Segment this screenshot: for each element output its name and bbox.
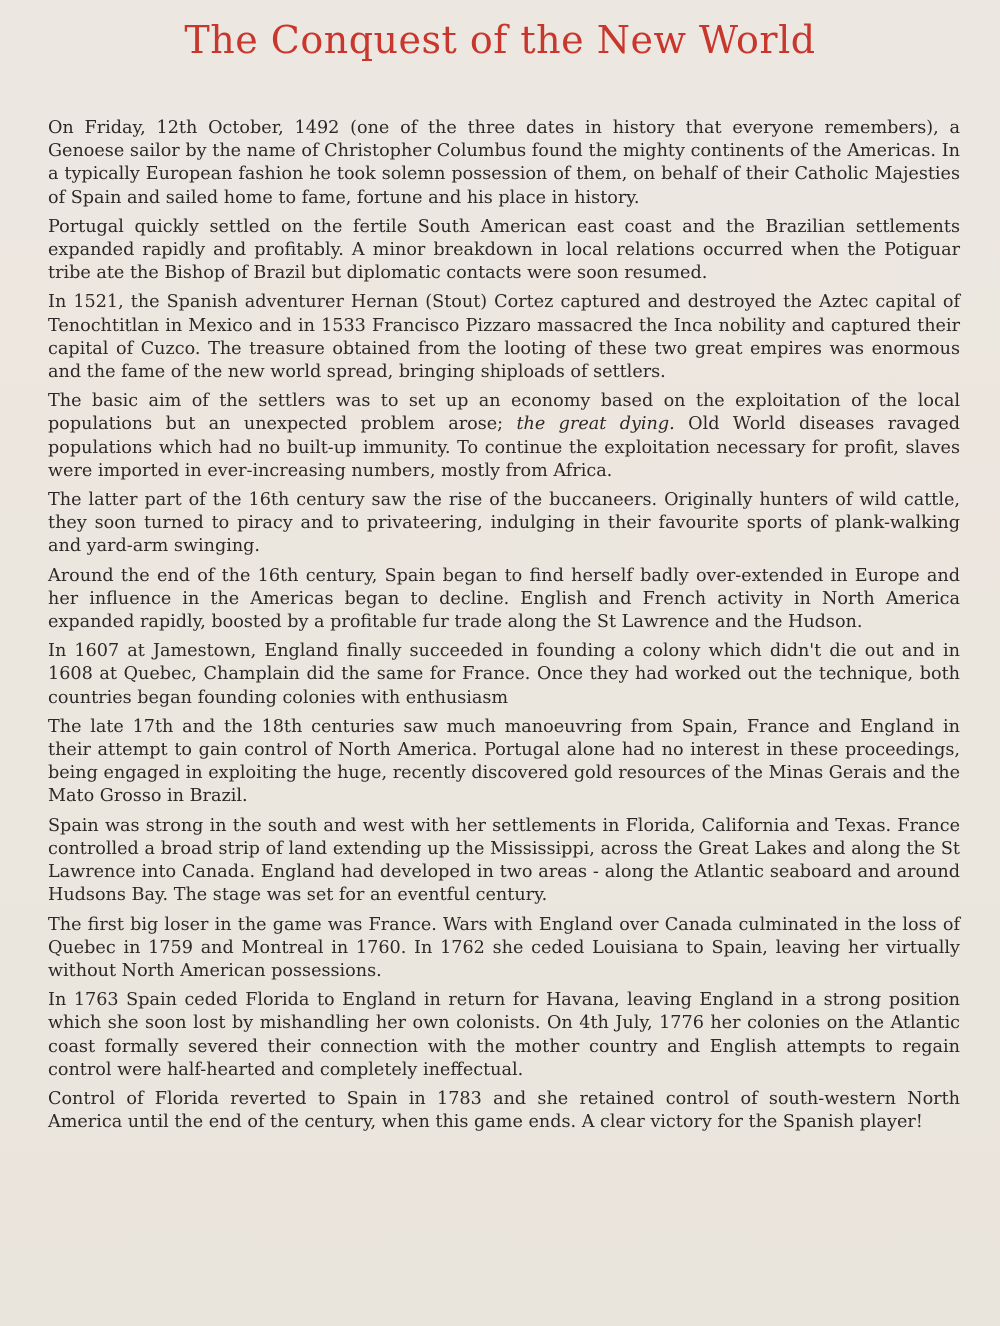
paragraph-11: In 1763 Spain ceded Florida to England in return for Havana, leaving England in a strong position which she soon lost by mishandling her own colonists. On 4th July, 1776 her colonies on the Atlantic coast formally severed their connection with the mother country and English attempts to regain control were half-hearted and completely ineffectual. bbox=[48, 990, 960, 1080]
paragraph-2: Portugal quickly settled on the fertile South American east coast and the Brazilian settlements expanded rapidly and profitably. A minor breakdown in local relations occurred when the Potiguar tribe ate the Bishop of Brazil but diplomatic contacts were soon resumed. bbox=[48, 216, 960, 284]
paragraph-4 bbox=[48, 390, 960, 483]
paragraph-10: The first big loser in the game was France. Wars with England over Canada culminated in the loss of Quebec in 1759 and Montreal in 1760. In 1762 she ceded Louisiana to Spain, leaving her virtually without North American possessions. bbox=[48, 914, 960, 981]
paragraph-4-emphasis: the great dying. bbox=[516, 414, 675, 435]
paragraph-1: On Friday, 12th October, 1492 (one of the three dates in history that everyone remembers), a Genoese sailor by the name of Christopher Columbus found the mighty continents of the Americas. In a typically European fashion he took solemn possession of them, on behalf of their Catholic Majesties of Spain and sailed home to fame, fortune and his place in history. bbox=[48, 118, 960, 208]
paragraph-6: Around the end of the 16th century, Spain began to find herself badly over-extended in Europe and her influence in the Americas began to decline. English and French activity in North America expanded rapidly, boosted by a profitable fur trade along the St Lawrence and the Hudson. bbox=[48, 565, 960, 633]
paragraph-5: The latter part of the 16th century saw the rise of the buccaneers. Originally hunters of wild cattle, they soon turned to piracy and to privateering, indulging in their favourite sports of plank-walking and yard-arm swinging. bbox=[48, 490, 960, 557]
body-text bbox=[48, 117, 960, 1140]
paragraph-3: In 1521, the Spanish adventurer Hernan (Stout) Cortez captured and destroyed the Aztec capital of Tenochtitlan in Mexico and in 1533 Francisco Pizzaro massacred the Inca nobility and captured their capital of Cuzco. The treasure obtained from the looting of these two great empires was enormous and the fame of the new world spread, bringing shiploads of settlers. bbox=[48, 292, 960, 383]
paragraph-4-text-before: The basic aim of the settlers was to set up an economy based on the exploitation of the local populations but an unexpected problem arose; bbox=[48, 391, 960, 435]
paragraph-9: Spain was strong in the south and west with her settlements in Florida, California and Texas. France controlled a broad strip of land extending up the Mississippi, across the Great Lakes and along the St Lawrence into Canada. England had developed in two areas - along the Atlantic seaboard and around Hudsons Bay. The stage was set for an eventful century. bbox=[48, 815, 960, 906]
paragraph-8: The late 17th and the 18th centuries saw much manoeuvring from Spain, France and England in their attempt to gain control of North America. Portugal alone had no interest in these proceedings, being engaged in exploiting the huge, recently discovered gold resources of the Minas Gerais and the Mato Grosso in Brazil. bbox=[48, 716, 960, 807]
paragraph-12: Control of Florida reverted to Spain in 1783 and she retained control of south-western North America until the end of the century, when this game ends. A clear victory for the Spanish player! bbox=[48, 1088, 960, 1133]
paragraph-4-text-after: Old World diseases ravaged populations which had no built-up immunity. To continue the exploitation necessary for profit, slaves were imported in ever-increasing numbers, mostly from Africa. bbox=[48, 414, 960, 481]
paragraph-7: In 1607 at Jamestown, England finally succeeded in founding a colony which didn't die out and in 1608 at Quebec, Champlain did the same for France. Once they had worked out the technique, both countries began founding colonies with enthusiasm bbox=[48, 641, 960, 708]
page-title: The Conquest of the New World bbox=[184, 18, 816, 62]
